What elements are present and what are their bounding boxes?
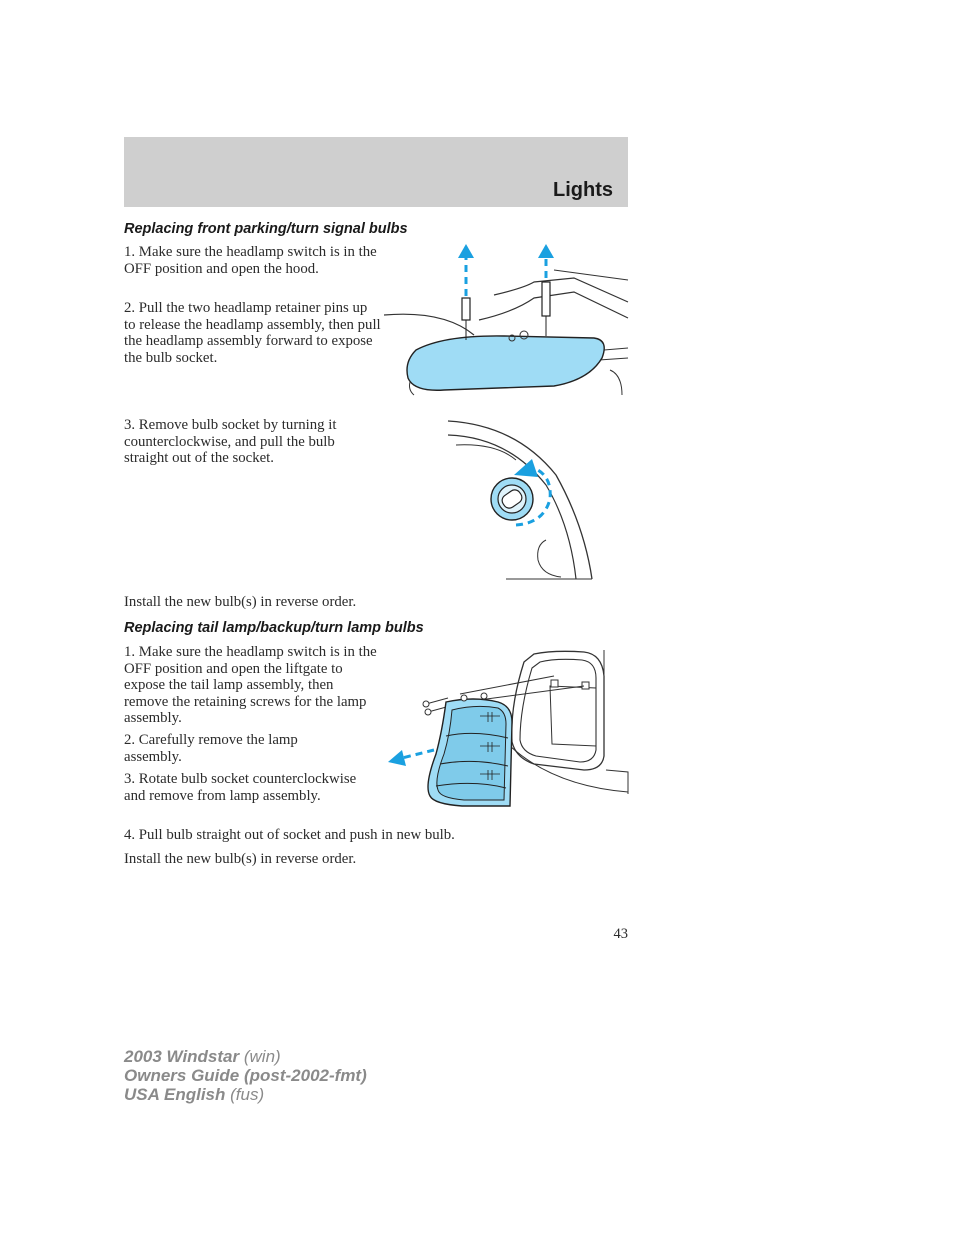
page-number: 43 bbox=[613, 926, 628, 942]
footer-line-1: 2003 Windstar (win) bbox=[124, 1047, 281, 1066]
section-heading-tail-lamp: Replacing tail lamp/backup/turn lamp bulbs bbox=[124, 620, 424, 636]
tail-install-note: Install the new bulb(s) in reverse order. bbox=[124, 851, 357, 867]
headlamp-assembly-illustration bbox=[384, 240, 630, 400]
tail-step-2: 2. Carefully remove the lamp assembly. bbox=[124, 732, 298, 765]
section-heading-front-parking: Replacing front parking/turn signal bulbs bbox=[124, 221, 408, 237]
tail-step-4: 4. Pull bulb straight out of socket and push in new bulb. bbox=[124, 827, 455, 843]
front-step-3: 3. Remove bulb socket by turning it counterclockwise, and pull the bulb straight out of the socket. bbox=[124, 417, 337, 466]
bulb-socket-illustration bbox=[446, 415, 598, 585]
retainer-pin-right-icon bbox=[542, 282, 550, 316]
front-step-1: 1. Make sure the headlamp switch is in the OFF position and open the hood. bbox=[124, 244, 377, 277]
footer-line-3: USA English (fus) bbox=[124, 1085, 265, 1104]
tail-step-3: 3. Rotate bulb socket counterclockwise and remove from lamp assembly. bbox=[124, 771, 357, 804]
document-footer bbox=[124, 1047, 367, 1104]
header-band bbox=[124, 137, 628, 207]
footer-line-2: Owners Guide (post-2002-fmt) bbox=[124, 1066, 367, 1085]
front-install-note: Install the new bulb(s) in reverse order. bbox=[124, 594, 357, 610]
front-step-2: 2. Pull the two headlamp retainer pins up to release the headlamp assembly, then pull the headlamp assembly forward to expose the bulb socket. bbox=[124, 300, 381, 366]
retainer-pin-left-icon bbox=[462, 298, 470, 320]
tail-lamp-illustration bbox=[384, 646, 630, 810]
tail-step-1: 1. Make sure the headlamp switch is in the OFF position and open the liftgate to expose the tail lamp assembly, then remove the retaining screws for the lamp assembly. bbox=[124, 644, 377, 726]
page-title: Lights bbox=[553, 179, 613, 201]
